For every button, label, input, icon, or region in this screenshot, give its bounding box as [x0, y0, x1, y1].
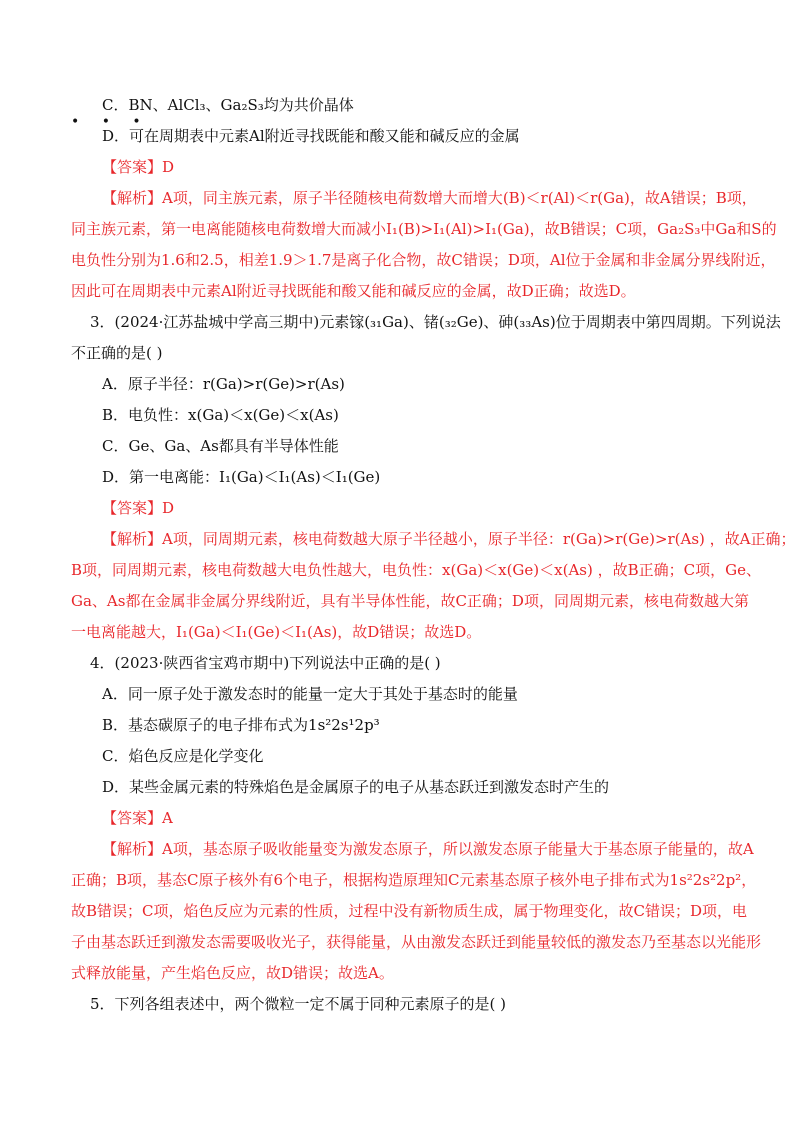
analysis-q4-line4: 子由基态跃迁到激发态需要吸收光子，获得能量，从由激发态跃迁到能量较低的激发态乃至基态以光能形: [71, 933, 762, 951]
analysis-q2-line1: 【解析】A项，同主族元素，原子半径随核电荷数增大而增大(B)＜r(Al)＜r(Ga)，故A错误；B项，: [102, 189, 757, 207]
question-3-stem-cont: 不正确的是( ): [71, 344, 163, 362]
option-c-q2: C．BN、AlCl₃、Ga₂S₃均为共价晶体: [102, 96, 354, 114]
analysis-q3-line3: Ga、As都在金属非金属分界线附近，具有半导体性能，故C正确；D项，同周期元素，核电荷数越大第: [71, 592, 749, 610]
question-5-stem: 5．下列各组表述中，两个微粒一定不属于同种元素原子的是( ): [90, 995, 507, 1013]
option-a-q4: A．同一原子处于激发态时的能量一定大于其处于基态时的能量: [102, 685, 518, 703]
analysis-q2-line3: 电负性分别为1.6和2.5，相差1.9＞1.7是离子化合物，故C错误；D项，Al位于金属和非金属分界线附近，: [71, 251, 776, 269]
answer-q2: 【答案】D: [102, 158, 175, 176]
analysis-q4-line2: 正确；B项，基态C原子核外有6个电子，根据构造原理知C元素基态原子核外电子排布式为1s²2s²2p²，: [71, 871, 757, 889]
answer-q4: 【答案】A: [102, 809, 173, 827]
option-b-q4: B．基态碳原子的电子排布式为1s²2s¹2p³: [102, 716, 380, 734]
analysis-q4-line3: 故B错误；C项，焰色反应为元素的性质，过程中没有新物质生成，属于物理变化，故C错误；D项，电: [71, 902, 748, 920]
option-a-q3: A．原子半径：r(Ga)>r(Ge)>r(As): [102, 375, 345, 393]
analysis-q2-line2: 同主族元素，第一电离能随核电荷数增大而减小I₁(B)>I₁(Al)>I₁(Ga)，故B错误；C项，Ga₂S₃中Ga和S的: [71, 220, 777, 238]
analysis-q3-line4: 一电离能越大，I₁(Ga)＜I₁(Ge)＜I₁(As)，故D错误；故选D。: [71, 623, 482, 641]
answer-q3: 【答案】D: [102, 499, 175, 517]
option-d-q3: D．第一电离能：I₁(Ga)＜I₁(As)＜I₁(Ge): [102, 468, 381, 486]
analysis-q2-line4: 因此可在周期表中元素Al附近寻找既能和酸又能和碱反应的金属，故D正确；故选D。: [71, 282, 636, 300]
option-c-q4: C．焰色反应是化学变化: [102, 747, 264, 765]
question-4-stem: 4．(2023·陕西省宝鸡市期中)下列说法中正确的是( ): [90, 654, 441, 672]
option-c-q3: C．Ge、Ga、As都具有半导体性能: [102, 437, 339, 455]
analysis-q3-line2: B项，同周期元素，核电荷数越大电负性越大，电负性：x(Ga)＜x(Ge)＜x(As) ，故B正确；C项，Ge、: [71, 561, 761, 579]
question-3-stem: 3．(2024·江苏盐城中学高三期中)元素镓(₃₁Ga)、锗(₃₂Ge)、砷(₃₃As)位于周期表中第四周期。下列说法: [90, 313, 781, 331]
option-d-q4: D．某些金属元素的特殊焰色是金属原子的电子从基态跃迁到激发态时产生的: [102, 778, 610, 796]
analysis-q4-line5: 式释放能量，产生焰色反应，故D错误；故选A。: [71, 964, 394, 982]
option-b-q3: B．电负性：x(Ga)＜x(Ge)＜x(As): [102, 406, 339, 424]
option-d-q2: D．可在周期表中元素Al附近寻找既能和酸又能和碱反应的金属: [102, 127, 520, 145]
emphasis-dots: • • •: [71, 114, 150, 130]
analysis-q4-line1: 【解析】A项，基态原子吸收能量变为激发态原子，所以激发态原子能量大于基态原子能量的，故A: [102, 840, 754, 858]
analysis-q3-line1: 【解析】A项，同周期元素，核电荷数越大原子半径越小，原子半径：r(Ga)>r(Ge)>r(As) ，故A正确；: [102, 530, 796, 548]
